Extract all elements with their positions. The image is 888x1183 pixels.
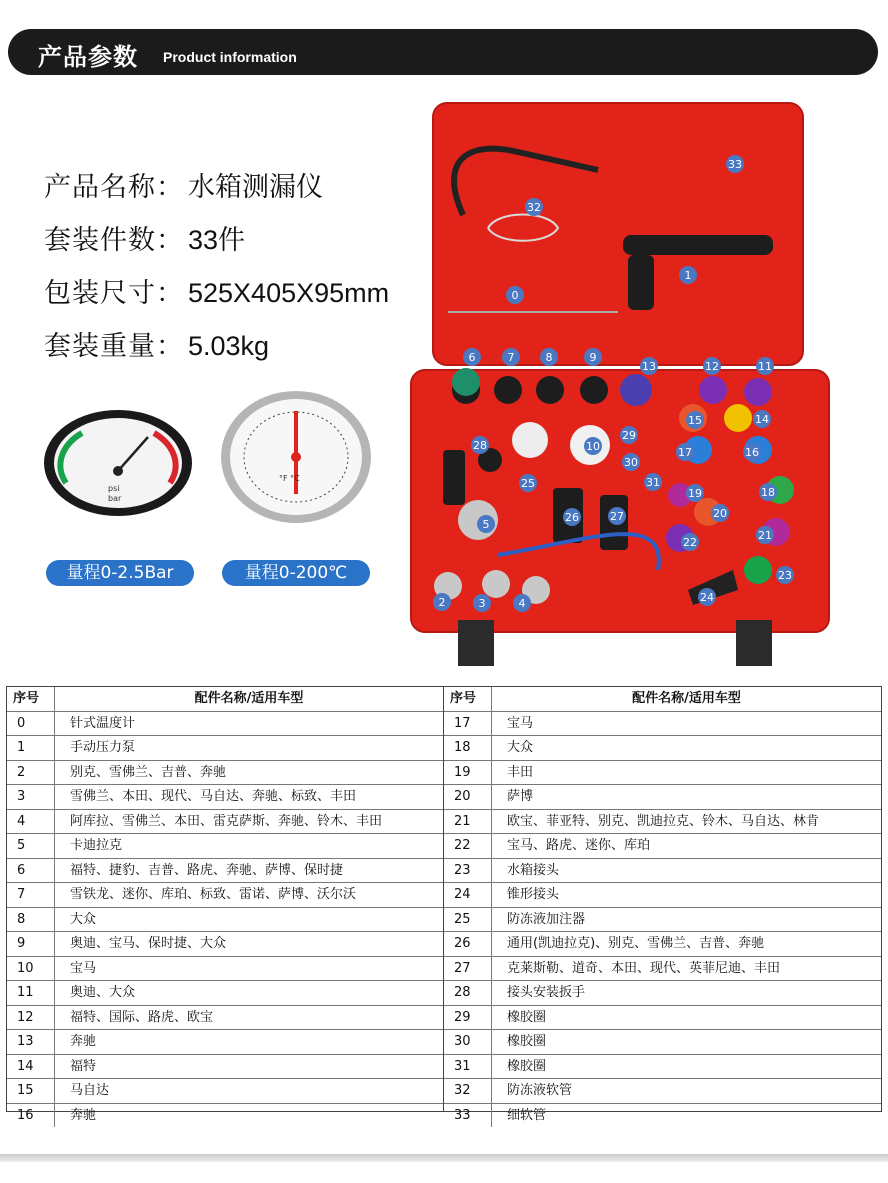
kit-label-1 xyxy=(679,266,697,284)
row-part-name: 福特 xyxy=(70,1058,97,1074)
row-number: 19 xyxy=(444,761,492,785)
svg-text:32: 32 xyxy=(527,201,541,214)
table-row xyxy=(444,1104,881,1128)
row-number: 25 xyxy=(444,908,492,932)
row-number: 4 xyxy=(7,810,55,834)
row-number: 29 xyxy=(444,1006,492,1030)
svg-text:5: 5 xyxy=(482,518,490,531)
row-number: 30 xyxy=(444,1030,492,1054)
svg-text:bar: bar xyxy=(108,494,122,503)
row-number: 22 xyxy=(444,834,492,858)
table-row xyxy=(7,1006,443,1031)
row-number: 21 xyxy=(444,810,492,834)
svg-text:19: 19 xyxy=(688,487,702,500)
kit-label-26 xyxy=(563,508,581,526)
table-header-row xyxy=(444,687,881,712)
table-row xyxy=(7,932,443,957)
row-part-name: 克莱斯勒、道奇、本田、现代、英菲尼迪、丰田 xyxy=(507,960,781,976)
row-number: 18 xyxy=(444,736,492,760)
kit-label-8 xyxy=(540,348,558,366)
spec-list xyxy=(44,165,389,377)
footer-divider xyxy=(0,1154,888,1162)
row-part-name: 防冻液加注器 xyxy=(507,911,586,927)
parts-table-right xyxy=(444,687,881,1123)
header-no: 序号 xyxy=(7,687,55,711)
row-number: 31 xyxy=(444,1055,492,1079)
svg-text:29: 29 xyxy=(622,429,636,442)
table-row xyxy=(7,736,443,761)
spec-product-name: 产品名称： 水箱测漏仪 xyxy=(44,172,323,203)
row-part-name: 橡胶圈 xyxy=(507,1009,547,1025)
row-part-name: 雪铁龙、迷你、库珀、标致、雷诺、萨博、沃尔沃 xyxy=(70,887,357,902)
row-number: 23 xyxy=(444,859,492,883)
row-number: 24 xyxy=(444,883,492,907)
svg-text:3: 3 xyxy=(478,597,486,610)
svg-text:0: 0 xyxy=(511,289,519,302)
kit-label-13 xyxy=(640,357,658,375)
kit-label-7 xyxy=(502,348,520,366)
row-part-name: 防冻液软管 xyxy=(507,1083,573,1098)
kit-label-27 xyxy=(608,507,626,525)
kit-label-29 xyxy=(620,426,638,444)
header-no: 序号 xyxy=(444,687,492,711)
row-part-name: 欧宝、菲亚特、别克、凯迪拉克、铃木、马自达、林肯 xyxy=(507,813,820,829)
svg-text:23: 23 xyxy=(778,569,792,582)
kit-label-14 xyxy=(753,410,771,428)
kit-label-16 xyxy=(743,443,761,461)
row-number: 5 xyxy=(7,834,55,858)
table-row xyxy=(444,736,881,761)
svg-text:31: 31 xyxy=(646,476,660,489)
table-row xyxy=(7,1079,443,1104)
row-number: 28 xyxy=(444,981,492,1005)
kit-label-0 xyxy=(506,286,524,304)
row-part-name: 阿库拉、雪佛兰、本田、雷克萨斯、奔驰、铃木、丰田 xyxy=(70,813,383,829)
kit-label-19 xyxy=(686,484,704,502)
row-part-name: 宝马 xyxy=(70,960,97,976)
pressure-range-badge: 量程0-2.5Bar xyxy=(46,560,194,586)
kit-label-33 xyxy=(726,155,744,173)
row-part-name: 奔驰 xyxy=(70,1034,97,1049)
row-number: 11 xyxy=(7,981,55,1005)
svg-text:13: 13 xyxy=(642,360,656,373)
table-row xyxy=(7,834,443,859)
svg-text:8: 8 xyxy=(545,351,553,364)
table-row xyxy=(7,810,443,835)
kit-label-17 xyxy=(676,443,694,461)
table-row xyxy=(444,957,881,982)
row-part-name: 马自达 xyxy=(70,1083,110,1098)
table-row xyxy=(444,1079,881,1104)
table-row xyxy=(7,908,443,933)
table-row xyxy=(444,712,881,737)
row-part-name: 奔驰 xyxy=(70,1107,97,1123)
table-row xyxy=(7,761,443,786)
table-row xyxy=(444,834,881,859)
svg-text:7: 7 xyxy=(507,351,515,364)
table-row xyxy=(7,859,443,884)
kit-label-10 xyxy=(584,437,602,455)
table-row xyxy=(7,1104,443,1128)
row-part-name: 接头安装扳手 xyxy=(507,985,586,1000)
kit-label-30 xyxy=(622,453,640,471)
kit-label-23 xyxy=(776,566,794,584)
row-number: 12 xyxy=(7,1006,55,1030)
row-part-name: 橡胶圈 xyxy=(507,1058,547,1074)
kit-label-25 xyxy=(519,474,537,492)
header-name: 配件名称/适用车型 xyxy=(194,691,304,706)
svg-text:25: 25 xyxy=(521,477,535,490)
table-row xyxy=(444,981,881,1006)
kit-label-3 xyxy=(473,594,491,612)
svg-text:11: 11 xyxy=(758,360,772,373)
table-row xyxy=(7,957,443,982)
svg-text:27: 27 xyxy=(610,510,624,523)
table-header-row xyxy=(7,687,443,712)
row-part-name: 雪佛兰、本田、现代、马自达、奔驰、标致、丰田 xyxy=(70,789,357,804)
row-number: 16 xyxy=(7,1104,55,1128)
row-number: 13 xyxy=(7,1030,55,1054)
kit-label-5 xyxy=(477,515,495,533)
row-number: 8 xyxy=(7,908,55,932)
row-number: 0 xyxy=(7,712,55,736)
svg-text:4: 4 xyxy=(518,597,526,610)
row-number: 7 xyxy=(7,883,55,907)
row-number: 27 xyxy=(444,957,492,981)
kit-label-12 xyxy=(703,357,721,375)
row-number: 2 xyxy=(7,761,55,785)
row-number: 32 xyxy=(444,1079,492,1103)
section-header xyxy=(8,29,878,75)
kit-label-32 xyxy=(525,198,543,216)
spec-weight: 套装重量： 5.03kg xyxy=(44,331,270,362)
kit-label-21 xyxy=(756,526,774,544)
temperature-range-badge: 量程0-200℃ xyxy=(222,560,370,586)
table-row xyxy=(7,785,443,810)
kit-label-15 xyxy=(686,411,704,429)
table-row xyxy=(444,883,881,908)
kit-label-2 xyxy=(433,593,451,611)
row-part-name: 卡迪拉克 xyxy=(70,838,123,853)
kit-case-image xyxy=(408,100,832,670)
row-part-name: 丰田 xyxy=(507,764,534,780)
table-row xyxy=(444,785,881,810)
svg-text:16: 16 xyxy=(745,446,759,459)
row-part-name: 水箱接头 xyxy=(507,862,560,878)
kit-label-9 xyxy=(584,348,602,366)
kit-label-11 xyxy=(756,357,774,375)
svg-text:psi: psi xyxy=(108,484,120,493)
svg-text:26: 26 xyxy=(565,511,579,524)
table-row xyxy=(444,810,881,835)
table-row xyxy=(7,981,443,1006)
svg-text:14: 14 xyxy=(755,413,769,426)
pressure-gauge-icon xyxy=(42,409,194,517)
row-number: 9 xyxy=(7,932,55,956)
svg-text:9: 9 xyxy=(589,351,597,364)
row-part-name: 大众 xyxy=(70,911,97,927)
row-number: 20 xyxy=(444,785,492,809)
table-row xyxy=(444,908,881,933)
svg-text:24: 24 xyxy=(700,591,714,604)
svg-text:10: 10 xyxy=(586,440,600,453)
svg-text:2: 2 xyxy=(438,596,446,609)
svg-text:12: 12 xyxy=(705,360,719,373)
section-subtitle: Product information xyxy=(163,49,297,65)
row-number: 33 xyxy=(444,1104,492,1128)
kit-label-4 xyxy=(513,594,531,612)
svg-text:6: 6 xyxy=(468,351,476,364)
row-number: 3 xyxy=(7,785,55,809)
row-number: 14 xyxy=(7,1055,55,1079)
row-part-name: 手动压力泵 xyxy=(70,740,136,755)
row-number: 26 xyxy=(444,932,492,956)
kit-label-20 xyxy=(711,504,729,522)
table-row xyxy=(444,1055,881,1080)
row-part-name: 大众 xyxy=(507,740,534,755)
row-part-name: 奥迪、宝马、保时捷、大众 xyxy=(70,936,227,951)
table-row xyxy=(444,859,881,884)
row-part-name: 橡胶圈 xyxy=(507,1034,547,1049)
svg-text:17: 17 xyxy=(678,446,692,459)
table-row xyxy=(444,1006,881,1031)
svg-text:30: 30 xyxy=(624,456,638,469)
row-number: 15 xyxy=(7,1079,55,1103)
row-part-name: 锥形接头 xyxy=(507,887,560,902)
svg-text:28: 28 xyxy=(473,439,487,452)
row-part-name: 细软管 xyxy=(507,1107,547,1123)
table-row xyxy=(7,1055,443,1080)
row-part-name: 福特、捷豹、吉普、路虎、奔驰、萨博、保时捷 xyxy=(70,862,344,878)
spec-piece-count: 套装件数： 33件 xyxy=(44,225,246,256)
section-title: 产品参数 xyxy=(38,43,138,71)
row-part-name: 宝马 xyxy=(507,715,534,731)
svg-text:20: 20 xyxy=(713,507,727,520)
parts-table xyxy=(6,686,882,1123)
row-part-name: 萨博 xyxy=(507,789,534,804)
table-row xyxy=(444,761,881,786)
row-part-name: 奥迪、大众 xyxy=(70,985,136,1000)
svg-text:18: 18 xyxy=(761,486,775,499)
kit-label-31 xyxy=(644,473,662,491)
kit-label-18 xyxy=(759,483,777,501)
svg-text:15: 15 xyxy=(688,414,702,427)
kit-label-24 xyxy=(698,588,716,606)
spec-package-size: 包装尺寸： 525X405X95mm xyxy=(44,278,390,309)
table-row xyxy=(444,1030,881,1055)
table-row xyxy=(7,712,443,737)
row-number: 6 xyxy=(7,859,55,883)
row-part-name: 宝马、路虎、迷你、库珀 xyxy=(507,838,651,853)
parts-table-left xyxy=(7,687,444,1123)
thermometer-gauge-icon xyxy=(219,389,373,525)
svg-text:22: 22 xyxy=(683,536,697,549)
table-row xyxy=(7,883,443,908)
row-number: 10 xyxy=(7,957,55,981)
row-part-name: 通用(凯迪拉克)、别克、雪佛兰、吉普、奔驰 xyxy=(507,936,765,951)
row-number: 1 xyxy=(7,736,55,760)
row-number: 17 xyxy=(444,712,492,736)
kit-label-28 xyxy=(471,436,489,454)
svg-text:33: 33 xyxy=(728,158,742,171)
row-part-name: 针式温度计 xyxy=(70,715,136,731)
kit-label-22 xyxy=(681,533,699,551)
svg-text:°F °C: °F °C xyxy=(279,474,300,483)
row-part-name: 别克、雪佛兰、吉普、奔驰 xyxy=(70,764,227,780)
header-name: 配件名称/适用车型 xyxy=(632,691,741,706)
table-row xyxy=(7,1030,443,1055)
svg-text:21: 21 xyxy=(758,529,772,542)
table-row xyxy=(444,932,881,957)
svg-text:1: 1 xyxy=(684,269,692,282)
kit-label-6 xyxy=(463,348,481,366)
row-part-name: 福特、国际、路虎、欧宝 xyxy=(70,1009,214,1025)
